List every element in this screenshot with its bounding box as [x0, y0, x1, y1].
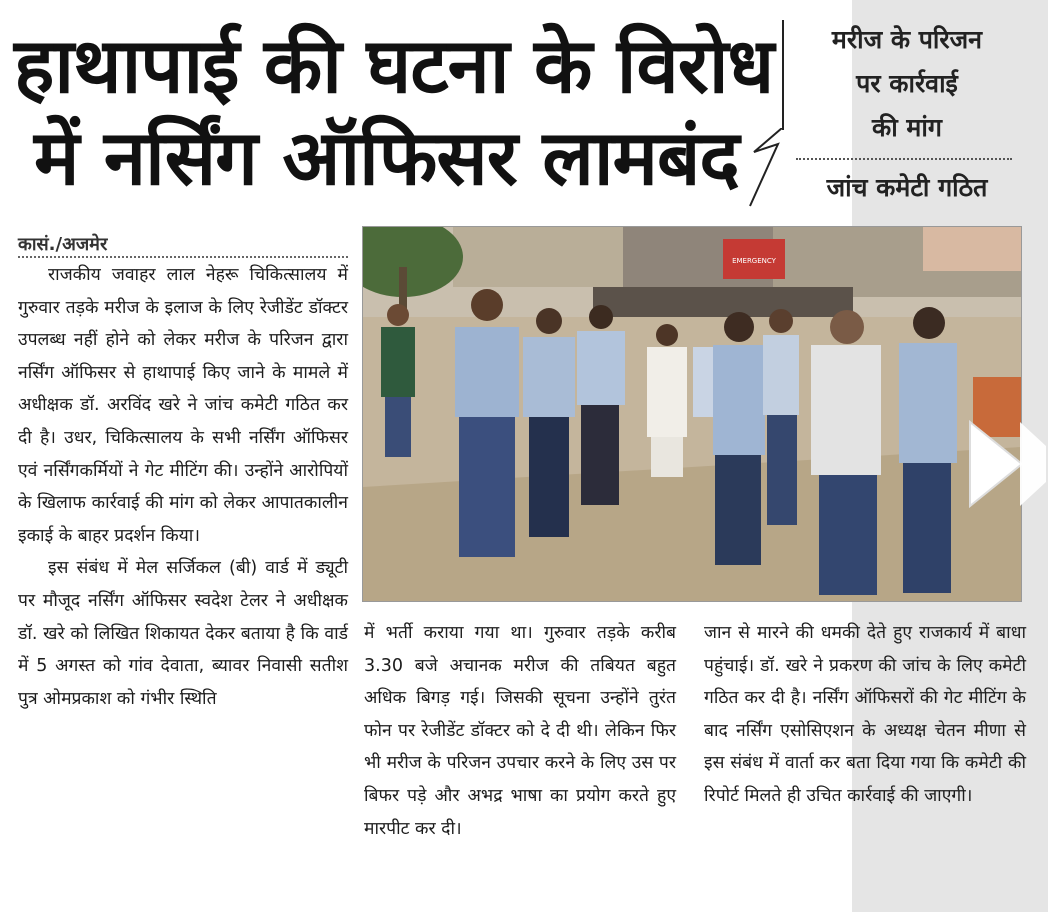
headline-line-1: हाथापाई की घटना के विरोध [14, 21, 774, 110]
article-column-3 [704, 617, 1026, 813]
article-paragraph: इस संबंध में मेल सर्जिकल (बी) वार्ड में ड्यूटी पर मौजूद नर्सिंग ऑफिसर स्वदेश टेलर ने अधीक्षक डॉ. खरे को लिखित शिकायत देकर बताया है कि वार्ड में 5 अगस्त को गांव देवाता, ब्यावर निवासी सतीश पुत्र ओमप्रकाश को गंभीर स्थिति [18, 558, 348, 709]
headline-line-2: में नर्सिंग ऑफिसर लामबंद [34, 113, 739, 202]
deck-divider [782, 20, 784, 130]
article-paragraph: में भर्ती कराया गया था। गुरुवार तड़के करीब 3.30 बजे अचानक मरीज की तबियत बहुत अधिक बिगड़ गई। जिसकी सूचना उन्होंने तुरंत फोन पर रेजीडेंट डॉक्टर को दे दी थी। लेकिन फिर भी मरीज के परिजन उपचार करने के लिए उस पर बिफर पड़े और अभद्र भाषा का प्रयोग करते हुए मारपीट कर दी। [364, 623, 676, 839]
article-column-2 [364, 617, 676, 845]
deck-line: मरीज के परिजन [831, 25, 983, 54]
play-icon[interactable] [966, 418, 1048, 510]
deck-line: पर कार्रवाई [856, 69, 958, 98]
article-paragraph: राजकीय जवाहर लाल नेहरू चिकित्सालय में गुरुवार तड़के मरीज के इलाज के लिए रेजीडेंट डॉक्टर उपलब्ध नहीं होने को लेकर मरीज के परिजन द्वारा नर्सिंग ऑफिसर से हाथापाई किए जाने के मामले में अधीक्षक डॉ. अरविंद खरे ने जांच कमेटी गठित कर दी है। उधर, चिकित्सालय के सभी नर्सिंग ऑफिसर एवं नर्सिंगकर्मियों ने गेट मीटिंग की। उन्होंने आरोपियों के खिलाफ कार्रवाई की मांग को लेकर आपातकालीन इकाई के बाहर प्रदर्शन किया। [18, 265, 348, 546]
news-photo [362, 226, 1022, 602]
deck-zigzag-icon [748, 128, 792, 208]
deck-subhead: जांच कमेटी गठित [826, 173, 988, 202]
dateline-rule [18, 256, 348, 258]
emergency-sign-text: EMERGENCY [732, 257, 776, 265]
article-column-1 [18, 259, 348, 715]
deck-dotted-rule [796, 158, 1012, 160]
article-paragraph: जान से मारने की धमकी देते हुए राजकार्य में बाधा पहुंचाई। डॉ. खरे ने प्रकरण की जांच के लिए कमेटी गठित कर दी है। नर्सिंग ऑफिसरों की गेट मीटिंग के बाद नर्सिंग एसोसिएशन के अध्यक्ष चेतन मीणा से इस संबंध में वार्ता कर बता दिया गया कि कमेटी की रिपोर्ट मिलते ही उचित कार्रवाई की जाएगी। [704, 623, 1026, 806]
deck-line: की मांग [872, 113, 942, 142]
protest-photo-illustration [363, 227, 1021, 601]
dateline: कासं./अजमेर [18, 234, 108, 255]
deck-text [796, 18, 1018, 150]
